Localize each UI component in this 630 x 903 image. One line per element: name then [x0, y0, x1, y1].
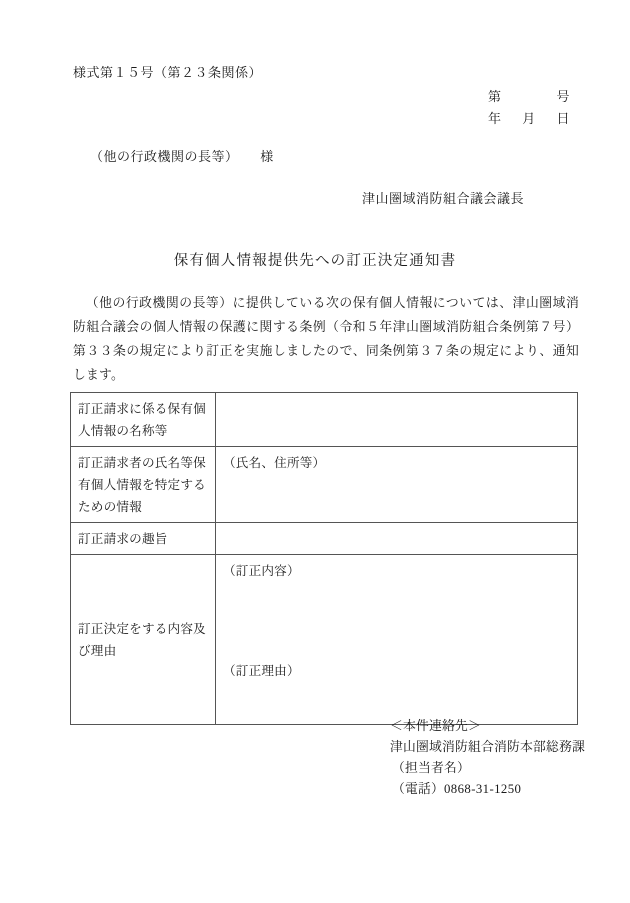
document-number-unit: 号: [556, 89, 570, 104]
table-value-request-purpose: [216, 523, 578, 555]
form-number: 様式第１５号（第２３条関係）: [73, 65, 263, 80]
contact-heading: ＜本件連絡先＞: [390, 719, 481, 733]
document-number-date-block: [488, 86, 570, 130]
table-row: [71, 393, 578, 447]
table-row: [71, 555, 578, 725]
table-value-information-name: [216, 393, 578, 447]
addressee-name: （他の行政機関の長等）: [90, 149, 239, 164]
contact-telephone-label: （電話）: [392, 782, 444, 796]
date-day-label: 日: [556, 111, 570, 126]
contact-department: 津山圏域消防組合消防本部総務課: [390, 740, 585, 754]
document-number-label: 第: [488, 89, 502, 104]
contact-telephone: [392, 779, 585, 800]
table-row: [71, 447, 578, 523]
body-paragraph-text: （他の行政機関の長等）に提供している次の保有個人情報については、津山圏域消防組合議会の個人情報の保護に関する条例（令和５年津山圏域消防組合条例第７号）第３３条の規定により訂正を実施しましたので、同条例第３７条の規定により、通知します。: [73, 296, 579, 382]
table-value-decision-content-and-reason: [216, 555, 578, 725]
contact-block: [390, 716, 585, 800]
table-label-decision-content-and-reason: 訂正決定をする内容及び理由: [71, 555, 216, 725]
table-label-requester-identity: 訂正請求者の氏名等保有個人情報を特定するための情報: [71, 447, 216, 523]
correction-reason-placeholder: （訂正理由）: [223, 664, 300, 678]
issuer-name: 津山圏域消防組合議会議長: [362, 191, 525, 206]
contact-telephone-number: 0868-31-1250: [444, 782, 522, 796]
addressee-honorific: 様: [260, 149, 274, 164]
table-row: [71, 523, 578, 555]
table-label-information-name: 訂正請求に係る保有個人情報の名称等: [71, 393, 216, 447]
notification-table: [70, 392, 578, 725]
page-title: 保有個人情報提供先への訂正決定通知書: [173, 253, 457, 269]
document-date-row: [488, 108, 570, 130]
date-year-label: 年: [488, 111, 502, 126]
date-month-label: 月: [522, 111, 536, 126]
contact-person: （担当者名）: [392, 761, 470, 775]
correction-content-placeholder: （訂正内容）: [223, 564, 300, 578]
addressee-line: [90, 146, 274, 165]
document-number-row: [488, 86, 570, 108]
body-paragraph: [73, 291, 579, 387]
table-label-request-purpose: 訂正請求の趣旨: [71, 523, 216, 555]
table-value-requester-identity: （氏名、住所等）: [216, 447, 578, 523]
